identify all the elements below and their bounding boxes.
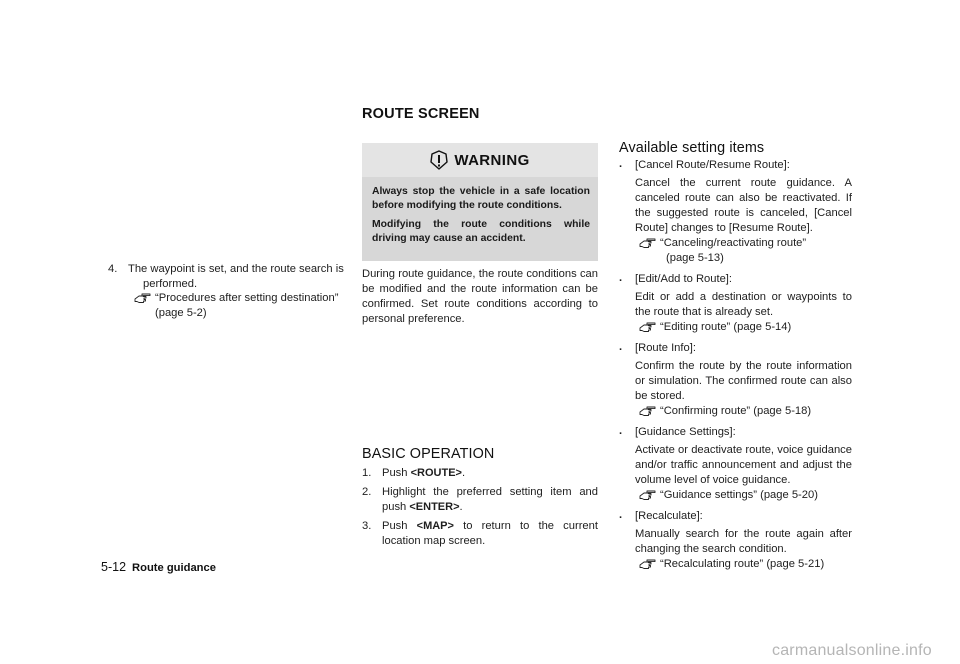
page-number: 5-12 xyxy=(101,560,127,574)
step-number: 1. xyxy=(362,467,372,479)
setting-item-cancel-route xyxy=(619,158,852,266)
pointing-hand-icon xyxy=(639,321,657,333)
ref-title: “Canceling/reactivating route” xyxy=(660,237,807,249)
step4-text xyxy=(128,262,350,292)
step-text: Push xyxy=(382,520,417,532)
basic-step-3 xyxy=(362,519,598,549)
setting-item-desc: Activate or deactivate route, voice guidance and/or traffic announcement and adjust the volume level of voice guidance. xyxy=(635,444,852,486)
basic-step-2 xyxy=(362,485,598,515)
step4-number: 4. xyxy=(108,263,118,275)
watermark: carmanualsonline.info xyxy=(772,642,932,659)
bullet: . xyxy=(619,158,623,170)
pointing-hand-icon xyxy=(134,292,152,304)
step-number: 2. xyxy=(362,486,372,498)
enter-key: <ENTER> xyxy=(409,501,460,513)
step4-line2: performed. xyxy=(143,278,198,290)
warning-para-2: Modifying the route conditions while driving may cause an accident. xyxy=(372,219,590,244)
setting-item-desc: Edit or add a destination or waypoints to the route that is already set. xyxy=(635,291,852,318)
map-key: <MAP> xyxy=(416,520,454,532)
setting-item-recalculate xyxy=(619,509,852,572)
basic-operation-title: BASIC OPERATION xyxy=(362,446,495,462)
step4-ref-page: (page 5-2) xyxy=(155,307,207,319)
setting-item-route-info xyxy=(619,341,852,419)
available-items-list xyxy=(619,158,852,572)
intro-paragraph: During route guidance, the route conditions can be modified and the route information can be confirmed. Set route conditions according to personal preference. xyxy=(362,268,598,325)
warning-body xyxy=(372,185,590,251)
bullet: . xyxy=(619,341,623,353)
warning-para-1: Always stop the vehicle in a safe location before modifying the route conditions. xyxy=(372,186,590,211)
setting-item-desc: Manually search for the route again after changing the search condition. xyxy=(635,528,852,555)
step-text: Push xyxy=(382,467,411,479)
pointing-hand-icon xyxy=(639,405,657,417)
bullet: . xyxy=(619,272,623,284)
ref-title: “Confirming route” (page 5-18) xyxy=(660,405,812,417)
ref-title: “Recalculating route” (page 5-21) xyxy=(660,558,825,570)
bullet: . xyxy=(619,425,623,437)
ref-title: “Guidance settings” (page 5-20) xyxy=(660,489,818,501)
setting-item-ref[interactable] xyxy=(635,557,852,572)
setting-item-desc: Confirm the route by the route information or simulation. The confirmed route can also be stored. xyxy=(635,360,852,402)
setting-item-ref[interactable] xyxy=(635,488,852,503)
ref-page: (page 5-13) xyxy=(666,252,724,264)
setting-item-guidance-settings xyxy=(619,425,852,503)
setting-item-desc: Cancel the current route guidance. A canceled route can also be reactivated. If the suggested route is canceled, [Cancel Route] changes to [Resume Route]. xyxy=(635,177,852,234)
pointing-hand-icon xyxy=(639,489,657,501)
pointing-hand-icon xyxy=(639,558,657,570)
setting-item-label: [Edit/Add to Route]: xyxy=(635,273,733,285)
basic-step-1 xyxy=(362,466,598,481)
step4-reference[interactable] xyxy=(134,291,354,321)
warning-box xyxy=(362,143,598,261)
setting-item-label: [Cancel Route/Resume Route]: xyxy=(635,159,790,171)
step-text-end: . xyxy=(461,467,466,479)
route-key: <ROUTE> xyxy=(410,467,462,479)
setting-item-label: [Guidance Settings]: xyxy=(635,426,736,438)
step-number: 3. xyxy=(362,520,372,532)
setting-item-label: [Recalculate]: xyxy=(635,510,703,522)
warning-title: WARNING xyxy=(454,151,530,169)
pointing-hand-icon xyxy=(639,237,657,249)
warning-header xyxy=(362,143,598,177)
footer-section-label: Route guidance xyxy=(132,562,216,574)
bullet: . xyxy=(619,509,623,521)
page-footer xyxy=(101,560,216,574)
step-text-end: . xyxy=(459,501,463,513)
route-screen-title: ROUTE SCREEN xyxy=(362,106,480,122)
step4-ref-title: “Procedures after setting destination” xyxy=(155,292,339,304)
available-items-title: Available setting items xyxy=(619,140,765,156)
basic-operation-steps xyxy=(362,466,598,549)
step-text-end: to return to the current location map screen. xyxy=(382,520,598,547)
setting-item-label: [Route Info]: xyxy=(635,342,696,354)
setting-item-ref[interactable] xyxy=(635,320,852,335)
setting-item-edit-route xyxy=(619,272,852,335)
setting-item-ref[interactable] xyxy=(635,236,852,266)
warning-icon xyxy=(430,150,448,170)
step4-line1: The waypoint is set, and the route search is xyxy=(128,263,344,275)
setting-item-ref[interactable] xyxy=(635,404,852,419)
ref-title: “Editing route” (page 5-14) xyxy=(660,321,792,333)
step-text: Highlight the preferred setting item and push xyxy=(382,486,598,513)
